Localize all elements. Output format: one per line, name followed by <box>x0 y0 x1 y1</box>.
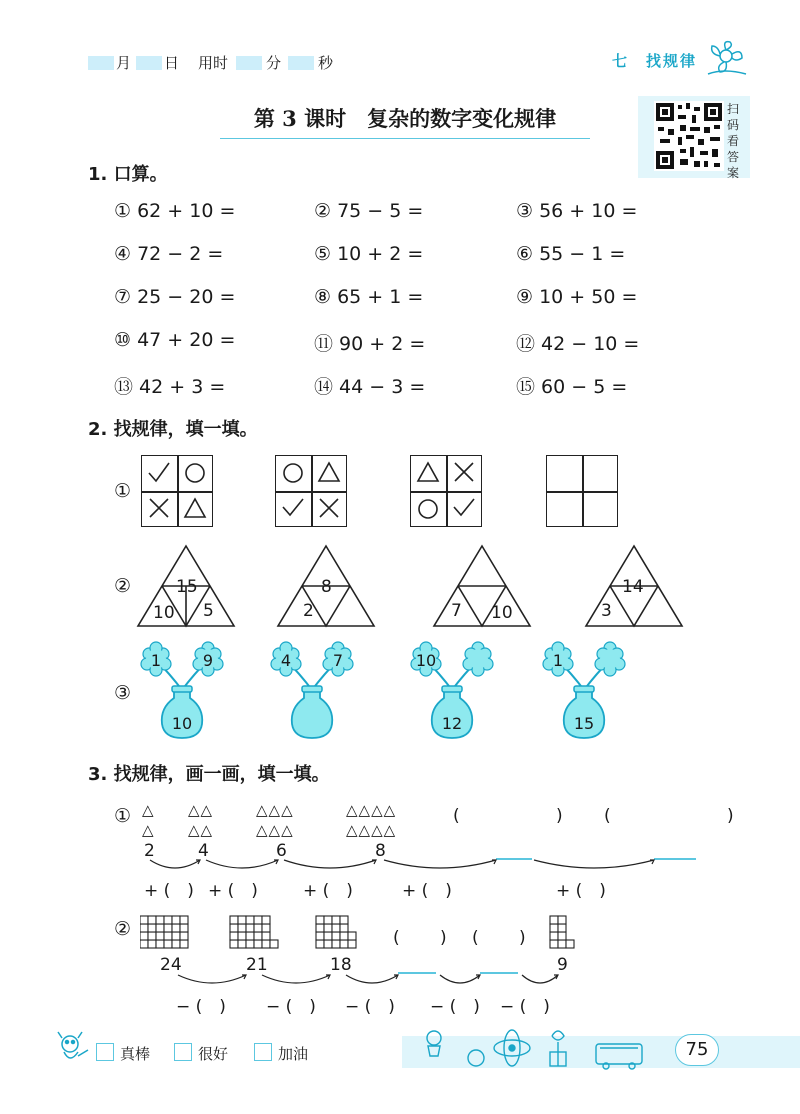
blocks-9 <box>550 916 574 948</box>
unit-block <box>148 940 156 948</box>
exercise-15: ⑮ 60 − 5 = <box>516 376 628 398</box>
unit-block <box>262 924 270 932</box>
circle-icon <box>419 500 437 518</box>
unit-block <box>324 940 332 948</box>
unit-block <box>340 932 348 940</box>
seq1-op-3[interactable]: + ( ) <box>303 881 353 901</box>
blank-paren-close-4: ) <box>519 928 526 948</box>
month-label: 月 <box>116 54 132 72</box>
exercise-14: ⑭ 44 − 3 = <box>314 376 426 398</box>
triangle-3-left: 7 <box>451 601 462 621</box>
unit-block <box>316 916 324 924</box>
triangles-group-3-bottom: △△△ <box>256 821 294 839</box>
blocks-24 <box>140 916 188 948</box>
triangles-group-1-top: △ <box>142 801 155 819</box>
cross-icon <box>150 499 168 517</box>
unit-block <box>238 924 246 932</box>
blank-paren-open-2: ( <box>604 806 611 826</box>
unit-block <box>172 940 180 948</box>
unit-block <box>550 916 558 924</box>
page-number: 75 <box>675 1034 719 1066</box>
exercise-11: ⑪ 90 + 2 = <box>314 333 426 355</box>
exercise-8: ⑧ 65 + 1 = <box>314 286 424 308</box>
day-label: 日 <box>164 54 180 72</box>
checkbox-good[interactable] <box>174 1043 192 1061</box>
qr-code-icon[interactable] <box>654 101 724 171</box>
unit-block <box>230 924 238 932</box>
unit-block <box>558 916 566 924</box>
exercise-6: ⑥ 55 − 1 = <box>516 243 626 265</box>
seq2-num-3: 18 <box>330 955 352 975</box>
blank-paren-open-4: ( <box>472 928 479 948</box>
triangle-1-top: 15 <box>176 577 198 597</box>
unit-block <box>558 940 566 948</box>
day-box[interactable] <box>136 56 162 70</box>
seq2-arrows <box>150 965 580 995</box>
triangle-1-left: 10 <box>153 603 175 623</box>
seq1-op-4[interactable]: + ( ) <box>402 881 452 901</box>
flower-decoration-icon <box>704 38 750 78</box>
vase-4-value: 15 <box>573 714 595 733</box>
label-keep-going: 加油 <box>278 1045 309 1063</box>
section-1-heading: 1. 口算。 <box>88 164 168 185</box>
unit-block <box>316 924 324 932</box>
blank-paren-close-3: ) <box>440 928 447 948</box>
exercise-10: ⑩ 47 + 20 = <box>114 329 236 351</box>
unit-block <box>180 916 188 924</box>
unit-block <box>156 916 164 924</box>
unit-title: 七 找规律 <box>612 52 698 70</box>
unit-block <box>156 940 164 948</box>
unit-block <box>324 924 332 932</box>
exercise-12: ⑫ 42 − 10 = <box>516 333 640 355</box>
vase-1-value: 10 <box>171 714 193 733</box>
unit-block <box>238 916 246 924</box>
symbol-grid-2-symbols <box>275 455 347 527</box>
seq2-num-2: 21 <box>246 955 268 975</box>
title-underline <box>220 138 590 139</box>
checkbox-keep-going[interactable] <box>254 1043 272 1061</box>
unit-block <box>230 932 238 940</box>
empty-grid[interactable] <box>546 455 618 527</box>
month-box[interactable] <box>88 56 114 70</box>
cross-icon <box>455 463 473 481</box>
vase-3-flower-1: 10 <box>415 651 437 670</box>
unit-block <box>558 924 566 932</box>
vase-1-flower-1: 1 <box>150 651 162 670</box>
triangle-icon <box>418 463 438 481</box>
check-icon <box>283 499 303 515</box>
unit-block <box>340 940 348 948</box>
ball-icon <box>468 1050 484 1066</box>
section-2-heading: 2. 找规律，填一填。 <box>88 419 258 440</box>
seq2-op-4[interactable]: − ( ) <box>430 997 480 1017</box>
seq2-op-2[interactable]: − ( ) <box>266 997 316 1017</box>
unit-block <box>332 940 340 948</box>
marker-2-2: ② <box>114 575 132 597</box>
triangle-4-top: 14 <box>622 577 644 597</box>
bus-icon <box>596 1044 642 1064</box>
triangle-icon <box>185 499 205 517</box>
unit-block <box>140 940 148 948</box>
blocks-21 <box>230 916 278 948</box>
unit-block <box>156 924 164 932</box>
unit-block <box>340 916 348 924</box>
unit-block <box>332 916 340 924</box>
qr-caption: 扫 码 看 答 案 <box>727 102 740 180</box>
exercise-1: ① 62 + 10 = <box>114 200 236 222</box>
unit-block <box>230 940 238 948</box>
unit-block <box>156 932 164 940</box>
unit-block <box>164 940 172 948</box>
triangle-2-left: 2 <box>303 601 314 621</box>
vase-4-flower-1: 1 <box>552 651 564 670</box>
triangles-group-3-top: △△△ <box>256 801 294 819</box>
seq2-op-5[interactable]: − ( ) <box>500 997 550 1017</box>
unit-block <box>340 924 348 932</box>
triangle-icon <box>319 463 339 481</box>
unit-block <box>348 932 356 940</box>
triangles-group-1-bottom: △ <box>142 821 155 839</box>
check-icon <box>454 499 474 515</box>
unit-block <box>558 932 566 940</box>
seq2-op-3[interactable]: − ( ) <box>345 997 395 1017</box>
checkbox-great[interactable] <box>96 1043 114 1061</box>
exercise-3: ③ 56 + 10 = <box>516 200 638 222</box>
triangle-3-right: 10 <box>491 603 513 623</box>
unit-block <box>140 916 148 924</box>
exercise-13: ⑬ 42 + 3 = <box>114 376 226 398</box>
mascot-icon <box>52 1030 92 1068</box>
unit-block <box>148 924 156 932</box>
page-title: 第 3 课时 复杂的数字变化规律 <box>253 106 557 131</box>
seq1-num-3: 6 <box>276 841 287 861</box>
triangle-4-left: 3 <box>601 601 612 621</box>
triangles-group-4-top: △△△△ <box>346 801 397 819</box>
unit-block <box>316 932 324 940</box>
circle-icon <box>284 464 302 482</box>
seq1-op-1[interactable]: + ( ) <box>144 881 194 901</box>
vase-3-value: 12 <box>441 714 463 733</box>
seq1-num-2: 4 <box>198 841 209 861</box>
unit-block <box>238 940 246 948</box>
triangles-group-4-bottom: △△△△ <box>346 821 397 839</box>
vase-1-flower-2: 9 <box>202 651 214 670</box>
blank-paren-close-2: ) <box>727 806 734 826</box>
unit-block <box>270 940 278 948</box>
marker-3-2: ② <box>114 918 132 940</box>
cross-icon <box>320 499 338 517</box>
unit-block <box>172 924 180 932</box>
unit-block <box>316 940 324 948</box>
unit-block <box>262 916 270 924</box>
triangle-2-top: 8 <box>321 577 332 597</box>
plant-icon <box>552 1031 564 1066</box>
unit-block <box>246 940 254 948</box>
unit-block <box>348 940 356 948</box>
exercise-7: ⑦ 25 − 20 = <box>114 286 236 308</box>
triangles-group-2-bottom: △△ <box>188 821 214 839</box>
symbol-grid-3-symbols <box>410 455 482 527</box>
circle-icon <box>186 464 204 482</box>
unit-block <box>180 924 188 932</box>
minutes-box[interactable] <box>236 56 262 70</box>
seq1-num-1: 2 <box>144 841 155 861</box>
blocks-18 <box>316 916 356 948</box>
unit-block <box>254 916 262 924</box>
seq2-op-1[interactable]: − ( ) <box>176 997 226 1017</box>
triangle-3 <box>434 546 530 626</box>
vase-2-flower-1: 4 <box>280 651 292 670</box>
marker-2-1: ① <box>114 480 132 502</box>
minutes-label: 分 <box>266 54 282 72</box>
unit-block <box>180 932 188 940</box>
time-used-label: 用时 <box>198 54 229 72</box>
unit-block <box>566 940 574 948</box>
symbol-grid-1-symbols <box>141 455 213 527</box>
seq2-num-1: 24 <box>160 955 182 975</box>
triangles-group-2-top: △△ <box>188 801 214 819</box>
unit-block <box>230 916 238 924</box>
marker-2-3: ③ <box>114 682 132 704</box>
marker-3-1: ① <box>114 805 132 827</box>
unit-block <box>254 932 262 940</box>
unit-block <box>180 940 188 948</box>
unit-block <box>148 916 156 924</box>
unit-block <box>332 924 340 932</box>
unit-block <box>246 916 254 924</box>
unit-block <box>246 924 254 932</box>
seq1-op-2[interactable]: + ( ) <box>208 881 258 901</box>
label-good: 很好 <box>198 1045 229 1063</box>
unit-block <box>324 932 332 940</box>
unit-block <box>332 932 340 940</box>
exercise-5: ⑤ 10 + 2 = <box>314 243 424 265</box>
unit-block <box>254 924 262 932</box>
unit-block <box>550 940 558 948</box>
unit-block <box>164 932 172 940</box>
exercise-4: ④ 72 − 2 = <box>114 243 224 265</box>
blank-paren-close-1: ) <box>556 806 563 826</box>
blank-paren-open-1: ( <box>453 806 460 826</box>
unit-block <box>172 932 180 940</box>
unit-block <box>246 932 254 940</box>
seq1-op-5[interactable]: + ( ) <box>556 881 606 901</box>
unit-block <box>324 916 332 924</box>
unit-block <box>254 940 262 948</box>
unit-block <box>164 916 172 924</box>
unit-block <box>262 932 270 940</box>
robot-icon <box>427 1031 441 1045</box>
vase-2-flower-2: 7 <box>332 651 344 670</box>
unit-block <box>140 932 148 940</box>
triangle-1-right: 5 <box>203 601 214 621</box>
exercise-2: ② 75 − 5 = <box>314 200 424 222</box>
exercise-9: ⑨ 10 + 50 = <box>516 286 638 308</box>
unit-block <box>262 940 270 948</box>
seq2-num-4: 9 <box>557 955 568 975</box>
unit-block <box>550 932 558 940</box>
blank-paren-open-3: ( <box>393 928 400 948</box>
unit-block <box>140 924 148 932</box>
label-great: 真棒 <box>120 1045 151 1063</box>
seconds-label: 秒 <box>318 54 334 72</box>
unit-block <box>550 924 558 932</box>
seq1-num-4: 8 <box>375 841 386 861</box>
footer-decoration-icon <box>412 1022 672 1070</box>
unit-block <box>164 924 172 932</box>
unit-block <box>238 932 246 940</box>
seconds-box[interactable] <box>288 56 314 70</box>
section-3-heading: 3. 找规律，画一画，填一填。 <box>88 764 330 785</box>
unit-block <box>172 916 180 924</box>
check-icon <box>149 463 169 481</box>
unit-block <box>148 932 156 940</box>
